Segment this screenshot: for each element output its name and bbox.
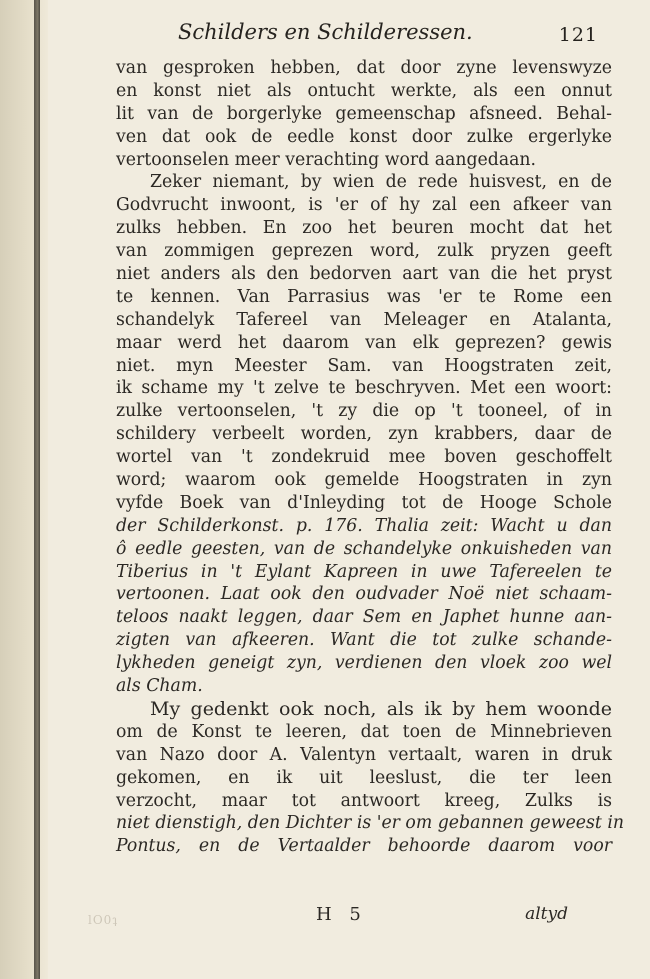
text-line: zulks hebben. En zoo het beuren mocht dat het xyxy=(116,218,612,239)
text-line: en konst niet als ontucht werkte, als een onnut xyxy=(116,80,612,101)
book-page xyxy=(48,0,650,979)
text-line: niet anders als den bedorven aart van die het pryst xyxy=(116,264,612,285)
text-line: niet. myn Meester Sam. van Hoogstraten zeit, xyxy=(116,355,612,376)
text-line: van zommigen geprezen word, zulk pryzen geeft xyxy=(116,241,612,262)
signature-mark: H 5 xyxy=(316,904,367,925)
text-line: te kennen. Van Parrasius was 'er te Rome een xyxy=(116,286,612,307)
text-line: vertoonselen meer verachting word aangedaan. xyxy=(116,149,537,170)
text-line: ven dat ook de eedle konst door zulke ergerlyke xyxy=(116,126,612,147)
running-title: Schilders en Schilderessen. xyxy=(178,20,473,44)
running-head xyxy=(48,20,650,48)
text-line: om de Konst te leeren, dat toen de Minnebrieven xyxy=(116,721,612,742)
text-line: My gedenkt ook noch, als ik by hem woonde xyxy=(150,697,612,720)
page-number: 121 xyxy=(558,24,598,46)
body-text xyxy=(116,57,624,858)
text-line: der Schilderkonst. p. 176. Thalia zeit: Wacht u dan xyxy=(116,515,612,536)
text-line: Pontus, en de Vertaalder behoorde daarom voor xyxy=(116,836,612,857)
text-line: Tiberius in 't Eylant Kapreen in uwe Tafereelen te xyxy=(116,561,612,582)
text-line: maar werd het daarom van elk geprezen? gewis xyxy=(116,332,612,353)
text-line: als Cham. xyxy=(116,676,203,697)
show-through-text: lO0ʇ xyxy=(88,913,119,927)
text-line: niet dienstigh, den Dichter is 'er om gebannen geweest in xyxy=(116,813,624,834)
text-line: lykheden geneigt zyn, verdienen den vloek zoo wel xyxy=(116,653,612,674)
text-line: wortel van 't zondekruid mee boven geschoffelt xyxy=(116,447,612,468)
left-gutter xyxy=(0,0,48,979)
text-line: vertoonen. Laat ook den oudvader Noë niet schaam- xyxy=(116,584,612,605)
text-line: teloos naakt leggen, daar Sem en Japhet hunne aan- xyxy=(116,607,612,628)
text-line: Zeker niemant, by wien de rede huisvest, en de xyxy=(150,172,612,193)
text-line: schandelyk Tafereel van Meleager en Atalanta, xyxy=(116,309,612,330)
text-line: zigten van afkeeren. Want die tot zulke schande- xyxy=(116,630,612,651)
text-line: schildery verbeelt worden, zyn krabbers, daar de xyxy=(116,424,612,445)
catch-line xyxy=(48,904,650,928)
text-line: zulke vertoonselen, 't zy die op 't tooneel, of in xyxy=(116,401,612,422)
text-line: Godvrucht inwoont, is 'er of hy zal een afkeer van xyxy=(116,195,612,216)
text-line: lit van de borgerlyke gemeenschap afsneed. Behal- xyxy=(116,103,612,124)
text-line: verzocht, maar tot antwoort kreeg, Zulks is xyxy=(116,790,612,811)
text-line: gekomen, en ik uit leeslust, die ter leen xyxy=(116,767,612,788)
binding-edge xyxy=(34,0,40,979)
text-line: word; waarom ook gemelde Hoogstraten in zyn xyxy=(116,470,612,491)
text-line: van Nazo door A. Valentyn vertaalt, waren in druk xyxy=(116,744,612,765)
text-line: vyfde Boek van d'Inleyding tot de Hooge Schole xyxy=(116,492,612,513)
text-line: van gesproken hebben, dat door zyne levenswyze xyxy=(116,58,612,78)
text-line: ô eedle geesten, van de schandelyke onkuisheden van xyxy=(116,538,612,559)
catchword: altyd xyxy=(525,904,568,924)
text-line: ik schame my 't zelve te beschryven. Met een woort: xyxy=(116,378,612,399)
